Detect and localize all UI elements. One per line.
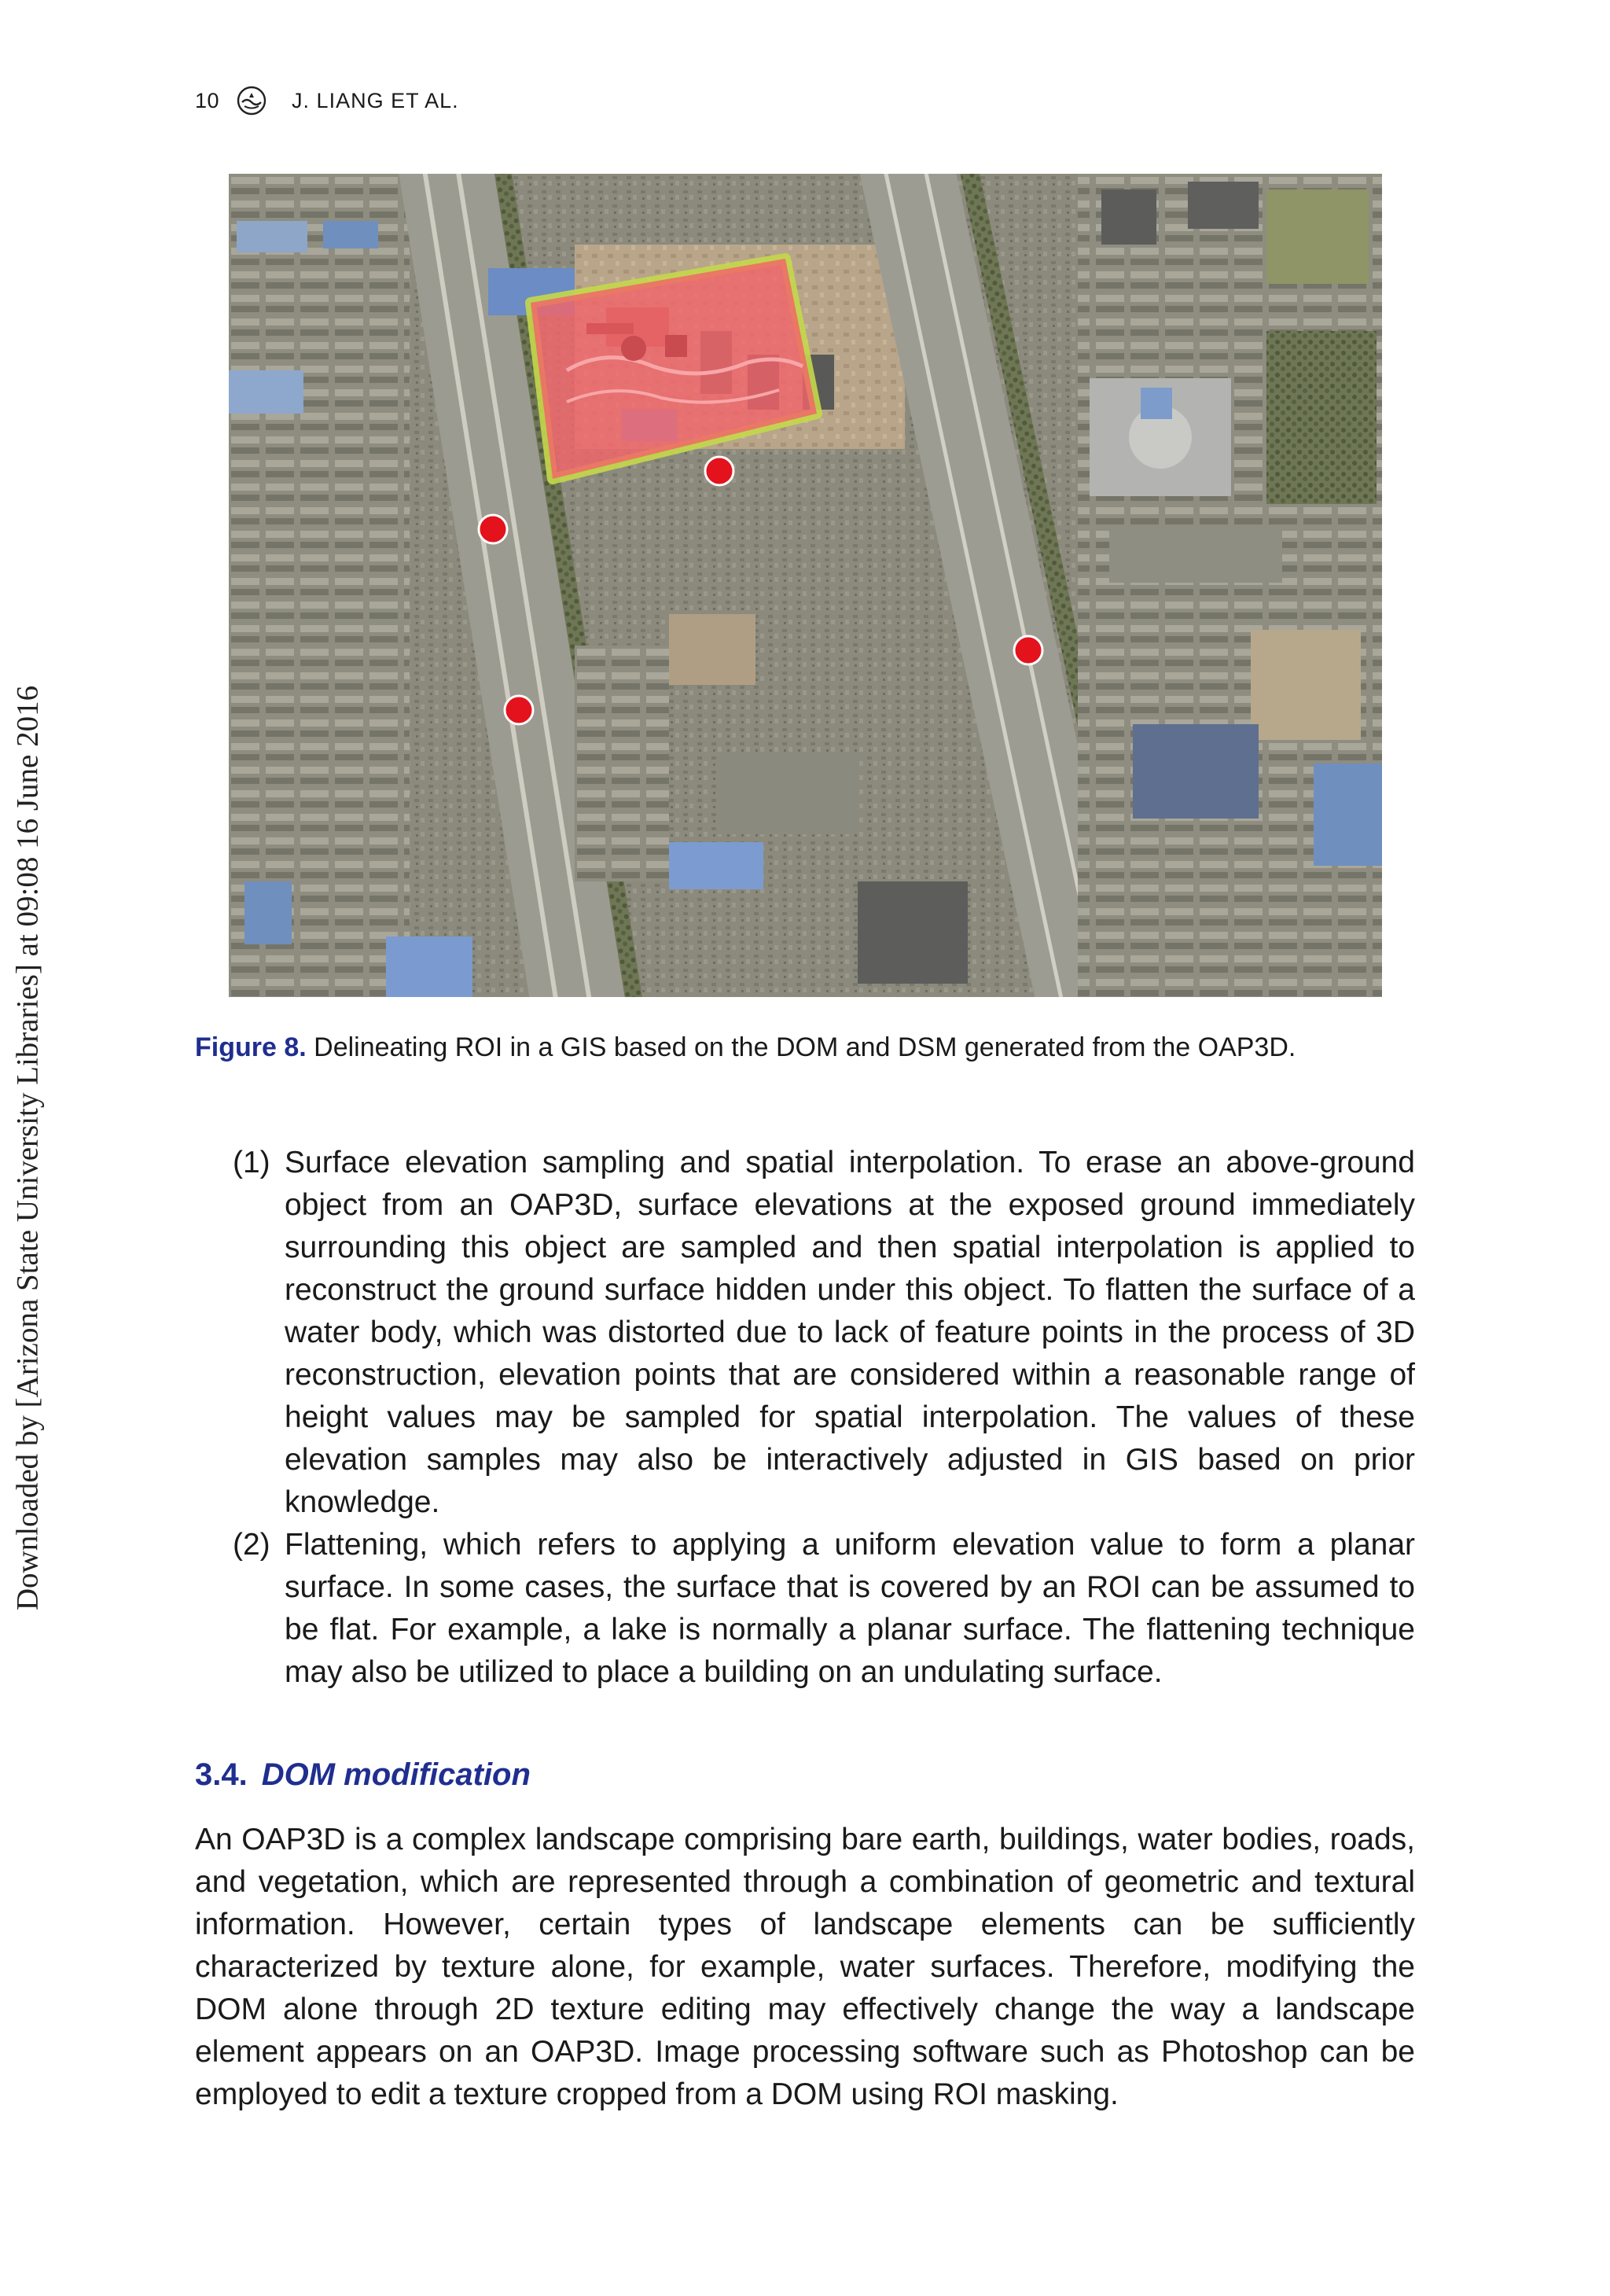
figure-label: Figure 8. [195, 1032, 307, 1062]
roi-vertex [479, 515, 507, 543]
running-header [195, 85, 459, 116]
section-title: DOM modification [261, 1757, 531, 1792]
roi-vertex [1014, 636, 1042, 664]
download-notice: Downloaded by [Arizona State University Libraries] at 09:08 16 June 2016 [10, 685, 45, 1611]
running-authors: J. LIANG ET AL. [292, 88, 459, 112]
publisher-logo-icon [237, 86, 266, 116]
body-paragraph: An OAP3D is a complex landscape comprising bare earth, buildings, water bodies, roads, and vegetation, which are represented through a combination of geometric and textural information. However, certain types of landscape elements can be sufficiently characterized by texture alone, for example, water surfaces. Therefore, modifying the DOM alone through 2D texture editing may effectively change the way a landscape element appears on an OAP3D. Image processing software such as Photoshop can be employed to edit a texture cropped from a DOM using ROI masking. [195, 1823, 1415, 2111]
download-notice-sidebar [0, 0, 55, 2296]
section-heading [195, 1757, 531, 1793]
list-item [233, 1524, 1415, 1694]
list-item [233, 1142, 1415, 1524]
list-item-number: (2) [233, 1528, 270, 1562]
list-item-text: Flattening, which refers to applying a uniform elevation value to form a planar surface. In some cases, the surface that is covered by an ROI can be assumed to be flat. For example, a lake is normally a planar surface. The flattening technique may also be utilized to place a building on an undulating surface. [285, 1528, 1415, 1689]
list-item-number: (1) [233, 1146, 270, 1179]
figure-caption-text: Delineating ROI in a GIS based on the DOM and DSM generated from the OAP3D. [314, 1032, 1296, 1062]
list-item-text: Surface elevation sampling and spatial interpolation. To erase an above-ground object from an OAP3D, surface elevations at the exposed ground immediately surrounding this object are sampled and then spatial interpolation is applied to reconstruct the ground surface hidden under this object. To flatten the surface of a water body, which was distorted due to lack of feature points in the process of 3D reconstruction, elevation points that are considered within a reasonable range of height values may be sampled for spatial interpolation. The values of these elevation samples may also be interactively adjusted in GIS based on prior knowledge. [285, 1146, 1415, 1519]
section-number: 3.4. [195, 1757, 248, 1792]
figure-caption [195, 1030, 1421, 1065]
satellite-image [229, 174, 1382, 997]
satellite-figure [229, 174, 1382, 997]
method-list [233, 1142, 1415, 1694]
roi-vertex [505, 696, 533, 724]
roi-vertex [705, 457, 733, 485]
page-number: 10 [195, 88, 220, 112]
